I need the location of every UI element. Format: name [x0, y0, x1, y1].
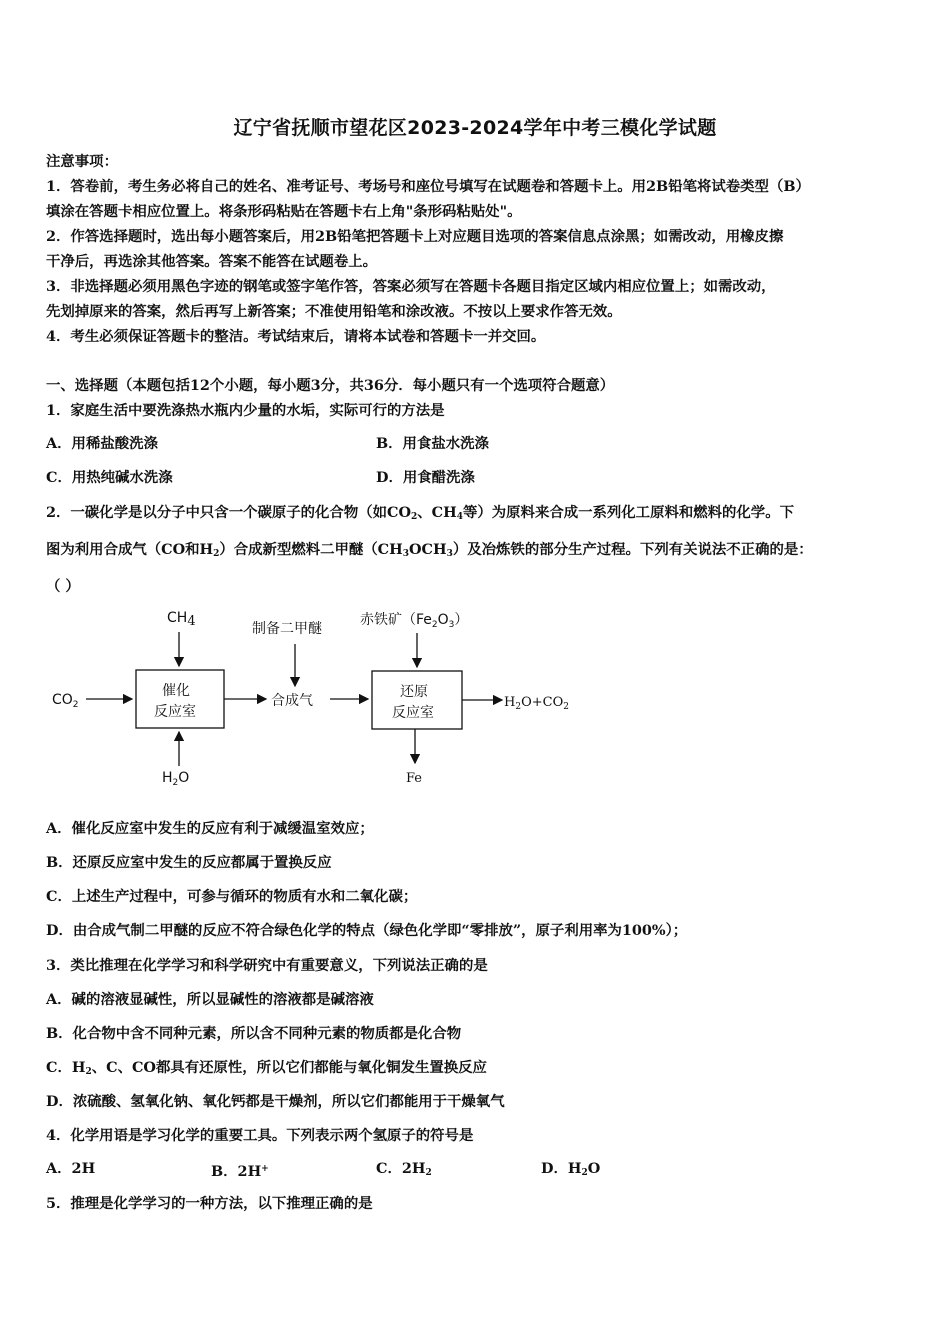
q2-stem-text: 、CH	[417, 504, 457, 521]
notice-line: 填涂在答题卡相应位置上。将条形码粘贴在答题卡右上角"条形码粘贴处"。	[46, 203, 522, 220]
subscript: 3	[446, 549, 453, 559]
notice-line: 2．作答选择题时，选出每小题答案后，用2B铅笔把答题卡上对应题目选项的答案信息点涂黑；如需改动，用橡皮擦	[46, 228, 784, 245]
superscript: +	[261, 1164, 269, 1174]
subscript: 4	[456, 512, 463, 522]
q4-option-c	[376, 1159, 432, 1183]
section-heading: 一、选择题（本题包括12个小题，每小题3分，共36分．每小题只有一个选项符合题意）	[46, 377, 615, 394]
q3-c-text: 、C、CO都具有还原性，所以它们都能与氧化铜发生置换反应	[91, 1059, 487, 1076]
question-3-stem: 3．类比推理在化学学习和科学研究中有重要意义，下列说法正确的是	[46, 957, 488, 974]
box1-label-line1: 催化	[162, 683, 190, 699]
q4-option-d	[541, 1159, 600, 1183]
q2-option-d: D．由合成气制二甲醚的反应不符合绿色化学的特点（绿色化学即“零排放”，原子利用率为100%）；	[46, 922, 688, 939]
q4-option-b	[211, 1159, 269, 1182]
subscript: 2	[85, 1067, 92, 1077]
subscript: 2	[411, 512, 418, 522]
hematite-label: 赤铁矿$(Fe_2O_3)$	[360, 612, 469, 630]
q3-c-text: C．H	[46, 1059, 86, 1076]
box2-label-line2: 反应室	[392, 705, 434, 721]
q1-option-d: D．用食醋洗涤	[376, 469, 475, 486]
q2-stem-text: 等）为原料来合成一系列化工原料和燃料的化学。下	[462, 504, 794, 521]
q4-b-text: B．2H	[211, 1163, 262, 1180]
q2-option-c: C．上述生产过程中，可参与循环的物质有水和二氧化碳；	[46, 888, 418, 905]
q2-stem-text: 2．一碳化学是以分子中只含一个碳原子的化合物（如CO	[46, 504, 411, 521]
co2-input-label: $CO_2$	[52, 692, 79, 710]
subscript: 3	[402, 549, 409, 559]
q4-d-text: D．H	[541, 1160, 582, 1177]
subscript: 2	[425, 1168, 432, 1178]
h2o-input-label: $H_2O$	[162, 770, 190, 788]
q2-stem-text: ）合成新型燃料二甲醚（CH	[219, 541, 403, 558]
notice-line: 4．考生必须保证答题卡的整洁。考试结束后，请将本试卷和答题卡一并交回。	[46, 328, 546, 345]
q1-option-c: C．用热纯碱水洗涤	[46, 469, 173, 486]
question-5-stem: 5．推理是化学学习的一种方法，以下推理正确的是	[46, 1195, 373, 1212]
q4-c-text: C．2H	[376, 1160, 426, 1177]
question-2-stem-line1	[46, 503, 794, 527]
subscript: 2	[213, 549, 220, 559]
prep-dme-label: 制备二甲醚	[252, 621, 322, 637]
notice-line: 3．非选择题必须用黑色字迹的钢笔或签字笔作答，答案必须写在答题卡各题目指定区域内相应位置上；如需改动，	[46, 278, 776, 295]
q2-option-a: A．催化反应室中发生的反应有利于减缓温室效应；	[46, 820, 374, 837]
subscript: 2	[581, 1168, 588, 1178]
q2-stem-text: 图为利用合成气（CO和H	[46, 541, 214, 558]
q3-option-b: B．化合物中含不同种元素，所以含不同种元素的物质都是化合物	[46, 1025, 462, 1042]
q1-option-a: A．用稀盐酸洗涤	[46, 435, 158, 452]
question-1-stem: 1．家庭生活中要洗涤热水瓶内少量的水垢，实际可行的方法是	[46, 402, 445, 419]
q2-stem-text: ）及冶炼铁的部分生产过程。下列有关说法不正确的是：	[452, 541, 813, 558]
notice-heading: 注意事项：	[46, 153, 118, 170]
q1-option-b: B．用食盐水洗涤	[376, 435, 489, 452]
syngas-label: 合成气	[271, 693, 313, 709]
box2-label-line1: 还原	[400, 684, 428, 700]
q2-option-b: B．还原反应室中发生的反应都属于置换反应	[46, 854, 332, 871]
q4-option-a: A．2H	[46, 1160, 96, 1177]
answer-bracket: （ ）	[46, 578, 80, 595]
q3-option-a: A．碱的溶液显碱性，所以显碱性的溶液都是碱溶液	[46, 991, 374, 1008]
ch4-label: CH4	[167, 610, 196, 629]
q3-option-d: D．浓硫酸、氢氧化钠、氧化钙都是干燥剂，所以它们都能用于干燥氧气	[46, 1093, 505, 1110]
fe-output-label: Fe	[406, 771, 423, 786]
notice-line: 干净后，再选涂其他答案。答案不能答在试题卷上。	[46, 253, 377, 270]
q2-stem-text: OCH	[409, 541, 447, 558]
question-2-stem-line2	[46, 540, 813, 564]
question-4-stem: 4．化学用语是学习化学的重要工具。下列表示两个氢原子的符号是	[46, 1127, 474, 1144]
notice-line: 先划掉原来的答案，然后再写上新答案；不准使用铅笔和涂改液。不按以上要求作答无效。	[46, 303, 622, 320]
q4-d-text: O	[587, 1160, 601, 1177]
notice-line: 1．答卷前，考生务必将自己的姓名、准考证号、考场号和座位号填写在试题卷和答题卡上。用2B铅笔将试卷类型（B）	[46, 178, 810, 195]
box1-label-line2: 反应室	[154, 704, 196, 720]
process-flow-diagram	[40, 600, 600, 795]
q3-option-c	[46, 1058, 487, 1082]
output-label: $H_2O+CO_2$	[504, 695, 569, 712]
page-title: 辽宁省抚顺市望花区2023-2024学年中考三模化学试题	[233, 117, 717, 139]
